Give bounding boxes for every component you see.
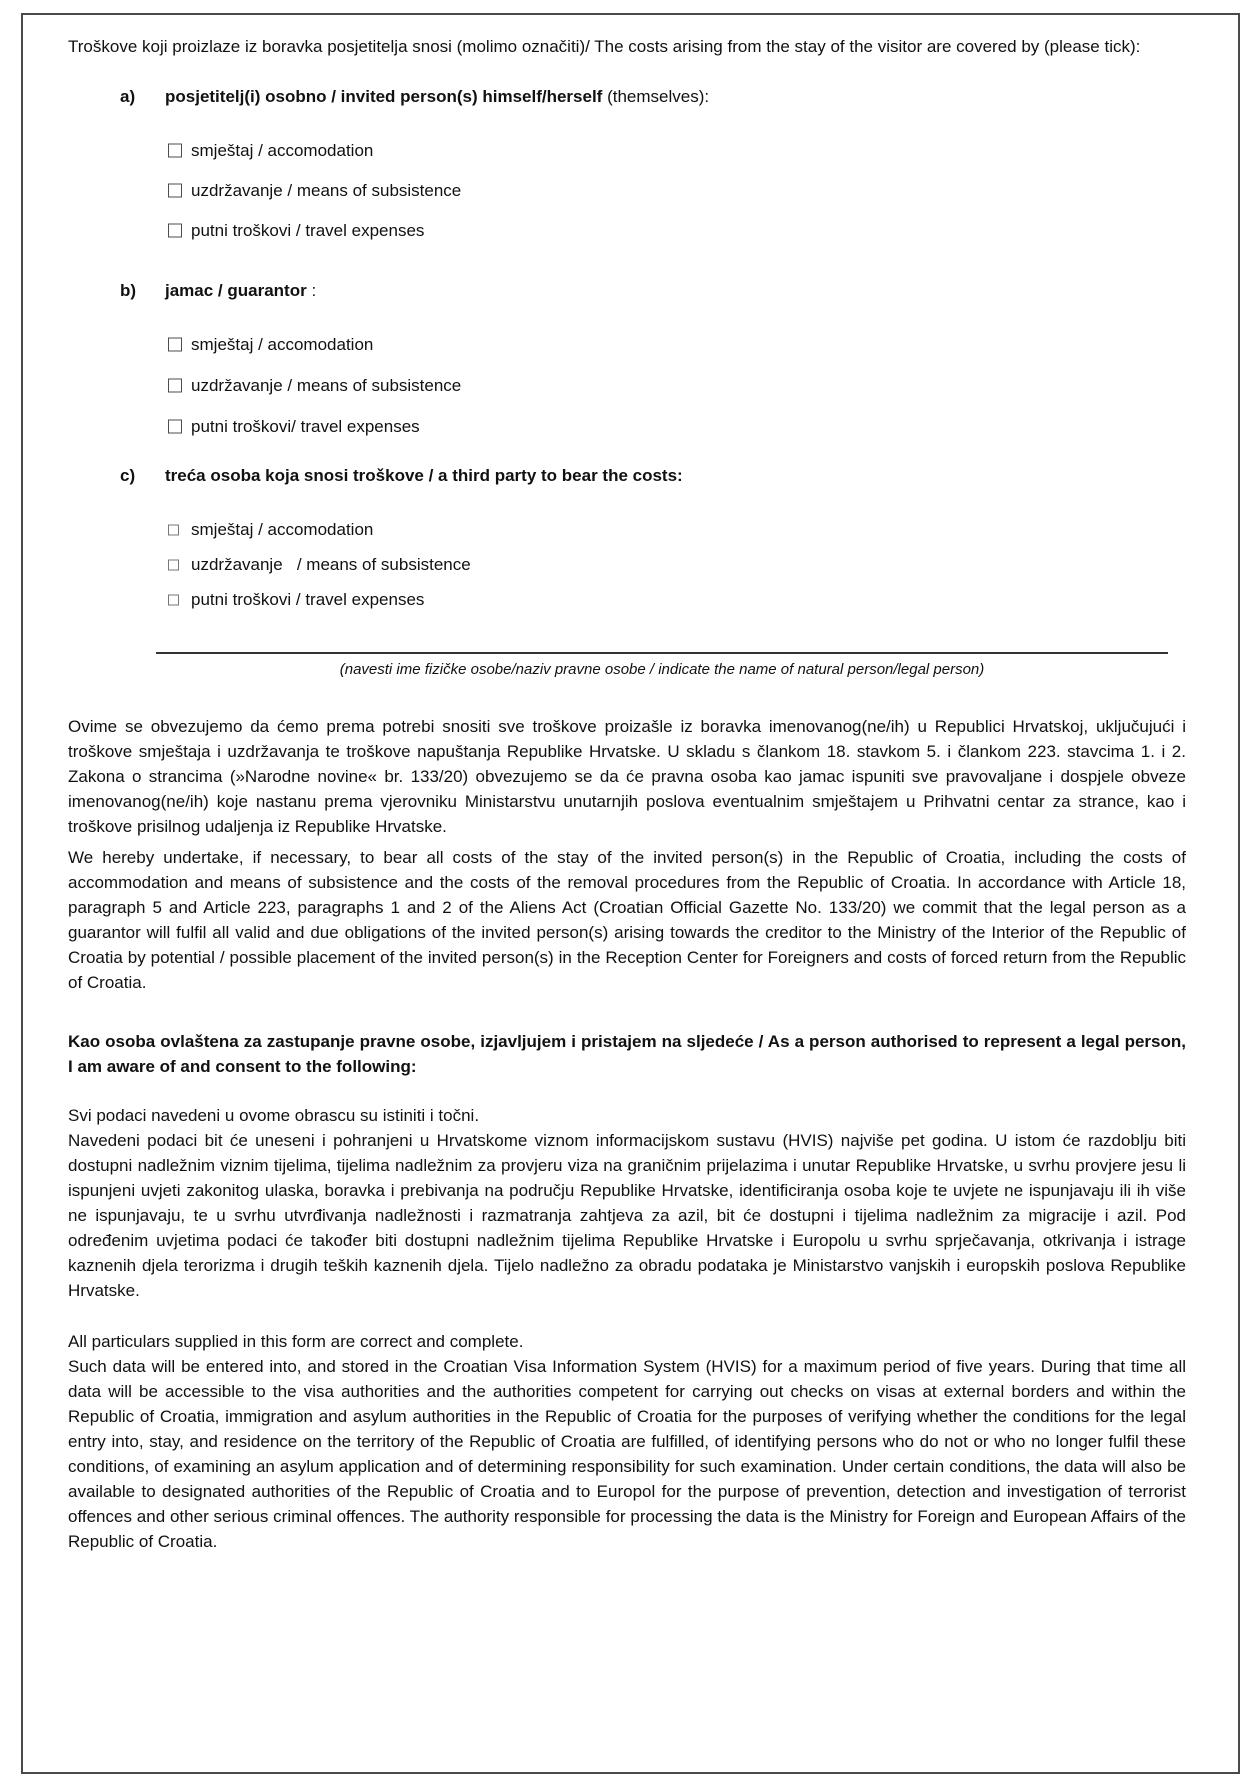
option-title-normal-a: (themselves): <box>602 87 710 106</box>
checkbox-travel-a[interactable] <box>168 224 182 238</box>
option-heading-b <box>68 277 1186 305</box>
checkbox-subsistence-b[interactable] <box>168 379 182 393</box>
option-group-b <box>68 277 1186 441</box>
checkbox-label: uzdržavanje / means of subsistence <box>191 555 471 574</box>
checkbox-subsistence-a[interactable] <box>168 184 182 198</box>
checkbox-row <box>168 217 1186 245</box>
option-key-b: b) <box>120 281 137 300</box>
option-heading-a <box>68 83 1186 111</box>
option-group-a <box>68 83 1186 245</box>
checkbox-accommodation-a[interactable] <box>168 144 182 158</box>
option-title-normal-b: : <box>306 281 317 300</box>
form-section-costs <box>23 33 1238 1554</box>
option-key-c: c) <box>120 466 136 485</box>
option-heading-c <box>68 462 1186 490</box>
en-data-rest: Such data will be entered into, and stored in the Croatian Visa Information System (HVIS) for a maximum period of five years. During that time all data will be accessible to the visa authorities and the authorities competent for carrying out checks on visas at external borders and within the Republic of Croatia, immigration and asylum authorities in the Republic of Croatia for the purposes of verifying whether the conditions for the legal entry into, stay, and residence on the territory of the Republic of Croatia are fulfilled, of identifying persons who do not or who no longer fulfil these conditions, of examining an asylum application and of determining responsibility for such examination. Under certain conditions, the data will also be available to designated authorities of the Republic of Croatia and to Europol for the purpose of prevention, detection and investigation of terrorist offences and other serious criminal offences. The authority responsible for processing the data is the Ministry for Foreign and European Affairs of the Republic of Croatia. <box>68 1357 1186 1551</box>
checkbox-accommodation-c[interactable] <box>168 525 179 536</box>
checkbox-row <box>168 372 1186 400</box>
option-title-bold-b: jamac / guarantor <box>165 281 307 300</box>
paragraph-consent-heading: Kao osoba ovlaštena za zastupanje pravne osobe, izjavljujem i pristajem na sljedeće / As a person authorised to represent a legal person, I am aware of and consent to the following: <box>68 1032 1186 1076</box>
option-items-c <box>68 516 1186 614</box>
paragraph-hr-data <box>68 1103 1186 1303</box>
signature-block <box>156 652 1168 680</box>
checkbox-label: putni troškovi / travel expenses <box>191 221 425 240</box>
paragraph-hr-guarantee: Ovime se obvezujemo da ćemo prema potrebi snositi sve troškove proizašle iz boravka imenovanog(ne/ih) u Republici Hrvatskoj, uključujući i troškove smještaja i uzdržavanja te troškove napuštanja Republike Hrvatske. U skladu s člankom 18. stavkom 5. i člankom 223. stavcima 1. i 2. Zakona o strancima (»Narodne novine« br. 133/20) obvezujemo se da će pravna osoba kao jamac ispuniti sve pravovaljane i dospjele obveze imenovanog(ne/ih) koje nastanu prema vjerovniku Ministarstvu unutarnjih poslova eventualnim smještajem u Prihvatni centar za strance, kao i troškove prisilnog udaljenja iz Republike Hrvatske. <box>68 717 1186 836</box>
paragraph-en-guarantee: We hereby undertake, if necessary, to bear all costs of the stay of the invited person(s) in the Republic of Croatia, including the costs of accommodation and means of subsistence and the costs of the removal procedures from the Republic of Croatia. In accordance with Article 18, paragraph 5 and Article 223, paragraphs 1 and 2 of the Aliens Act (Croatian Official Gazette No. 133/20) we commit that the legal person as a guarantor will fulfil all valid and due obligations of the invited person(s) arising towards the creditor to the Ministry of the Interior of the Republic of Croatia by potential / possible placement of the invited person(s) in the Reception Center for Foreigners and costs of forced return from the Republic of Croatia. <box>68 848 1186 992</box>
checkbox-label: uzdržavanje / means of subsistence <box>191 181 462 200</box>
checkbox-row <box>168 137 1186 165</box>
checkbox-row <box>168 413 1186 441</box>
checkbox-accommodation-b[interactable] <box>168 338 182 352</box>
hr-data-first-line: Svi podaci navedeni u ovome obrascu su istiniti i točni. <box>68 1106 480 1125</box>
name-entry-caption: (navesti ime fizičke osobe/naziv pravne osobe / indicate the name of natural person/legal person) <box>339 661 985 678</box>
checkbox-label: putni troškovi / travel expenses <box>191 590 425 609</box>
intro-text: Troškove koji proizlaze iz boravka posjetitelja snosi (molimo označiti)/ The costs arising from the stay of the visitor are covered by (please tick): <box>68 37 1141 56</box>
page-border <box>21 13 1240 1774</box>
checkbox-label: uzdržavanje / means of subsistence <box>191 376 462 395</box>
option-group-c <box>68 462 1186 614</box>
checkbox-label: putni troškovi/ travel expenses <box>191 417 420 436</box>
checkbox-row <box>168 586 1186 614</box>
option-key-a: a) <box>120 87 136 106</box>
hr-data-rest: Navedeni podaci bit će uneseni i pohranjeni u Hrvatskome viznom informacijskom sustavu (HVIS) najviše pet godina. U istom će razdoblju biti dostupni nadležnim viznim tijelima, tijelima nadležnim za provjeru viza na graničnim prijelazima i unutar Republike Hrvatske, u svrhu provjere jesu li ispunjeni uvjeti zakonitog ulaska, boravka i prebivanja na području Republike Hrvatske, identificiranja osoba koje te uvjete ne ispunjavaju ili ih više ne ispunjavaju, te u svrhu utvrđivanja nadležnosti i razmatranja zahtjeva za azil, bit će dostupni i tijelima nadležnim za migracije i azil. Pod određenim uvjetima podaci će također biti dostupni nadležnim tijelima Republike Hrvatske i Europolu u svrhu sprječavanja, otkrivanja i istrage kaznenih djela terorizma i drugih teških kaznenih djela. Tijelo nadležno za obradu podataka je Ministarstvo vanjskih i europskih poslova Republike Hrvatske. <box>68 1131 1186 1300</box>
option-items-b <box>68 331 1186 441</box>
option-title-bold-a: posjetitelj(i) osobno / invited person(s) himself/herself <box>165 87 603 106</box>
checkbox-row <box>168 516 1186 544</box>
checkbox-label: smještaj / accomodation <box>191 141 374 160</box>
checkbox-row <box>168 177 1186 205</box>
checkbox-travel-c[interactable] <box>168 595 179 606</box>
option-title-bold-c: treća osoba koja snosi troškove / a third party to bear the costs: <box>165 466 683 485</box>
checkbox-subsistence-c[interactable] <box>168 560 179 571</box>
paragraph-en-data <box>68 1329 1186 1554</box>
en-data-first-line: All particulars supplied in this form are correct and complete. <box>68 1332 524 1351</box>
checkbox-travel-b[interactable] <box>168 420 182 434</box>
checkbox-label: smještaj / accomodation <box>191 520 374 539</box>
checkbox-row <box>168 551 1186 579</box>
checkbox-label: smještaj / accomodation <box>191 335 374 354</box>
option-items-a <box>68 137 1186 245</box>
checkbox-row <box>168 331 1186 359</box>
